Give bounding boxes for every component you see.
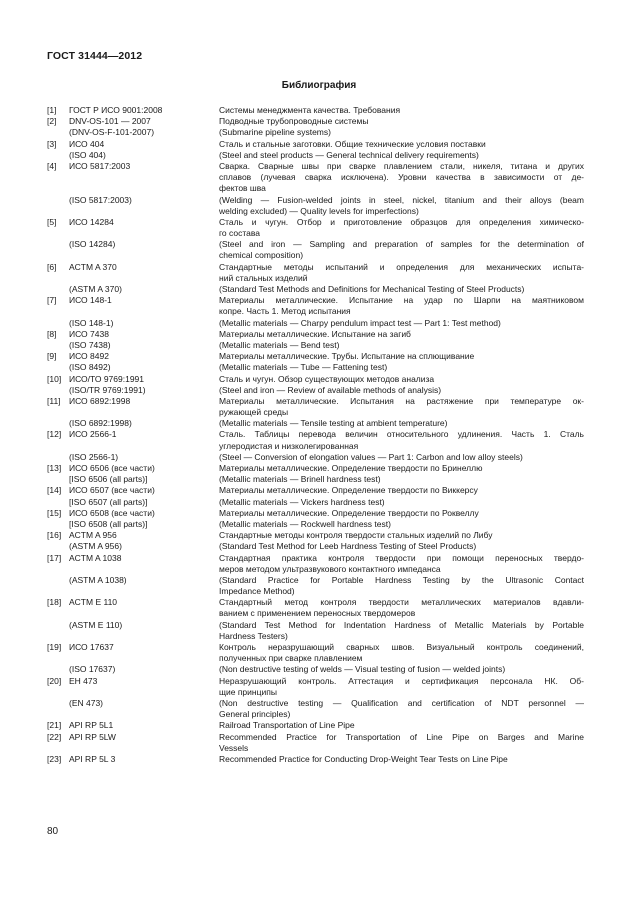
entry-number: [3] [47,138,57,149]
entry-reference: (ASTM E 110) [69,619,123,630]
entry-description: Стандартные методы испытаний и определения для механических испыта- [219,261,584,272]
entry-description: (Welding — Fusion-welded joints in steel, nickel, titanium and their alloys (beam [219,194,584,205]
bibliography-entry [47,530,587,552]
entry-line [47,329,587,340]
entry-description: фектов шва [219,183,266,194]
entry-line [47,732,587,743]
entry-description: сплавов (лучевая сварка исключена). Уровни качества в зависимости от де- [219,172,584,183]
entry-reference: ИСО 17637 [69,642,114,652]
bibliography-entry [47,262,587,296]
entry-number: [4] [47,160,57,171]
entry-line [47,250,587,261]
entry-description: (Submarine pipeline systems) [219,127,331,138]
bibliography-entry [47,139,587,161]
entry-number: [12] [47,429,62,440]
entry-line [47,474,587,485]
entry-line [47,564,587,575]
entry-description: ний стальных изделий [219,272,308,283]
entry-reference: API RP 5L 3 [69,753,116,764]
entry-reference: (ISO 148-1) [69,317,114,328]
entry-line [47,698,587,709]
bibliography-entry [47,351,587,373]
entry-reference: ИСО 6507 (все части) [69,485,155,496]
entry-number: [17] [47,552,62,563]
entry-line [47,385,587,396]
entry-number: [22] [47,731,62,742]
entry-line [47,508,587,519]
entry-line [47,284,587,295]
entry-line [47,127,587,138]
entry-description: Railroad Transportation of Line Pipe [219,720,355,731]
entry-reference: ACTM E 110 [69,597,118,608]
entry-line [47,597,587,608]
entry-reference: (ISO 5817:2003) [69,194,132,205]
entry-description: (Steel and iron — Sampling and preparation of samples for the determination of [219,239,584,250]
entry-reference: ИСО 14284 [69,216,114,227]
entry-reference: (ISO 8492) [69,362,111,373]
entry-number: [11] [47,395,61,406]
entry-description: ванием с применением переносных твердомеров [219,608,416,619]
bibliography-entry [47,116,587,138]
document-header: ГОСТ 31444—2012 [47,50,143,62]
entry-number: [2] [47,116,57,127]
entry-description: полученных при сварке плавлением [219,653,363,664]
entry-line [47,161,587,172]
section-title: Библиография [281,80,357,91]
entry-description: chemical composition) [219,250,304,261]
bibliography-entry [47,463,587,485]
bibliography-entry [47,642,587,676]
entry-line [47,418,587,429]
entry-line [47,720,587,731]
entry-line [47,228,587,239]
entry-line [47,608,587,619]
entry-line [47,642,587,653]
entry-reference: (ASTM A 1038) [69,574,127,585]
entry-number: [7] [47,295,57,306]
entry-line [47,262,587,273]
entry-reference: ГОСТ Р ИСО 9001:2008 [69,105,163,115]
entry-line [47,362,587,373]
bibliography-entry [47,374,587,396]
entry-line [47,217,587,228]
entry-line [47,429,587,440]
entry-description: (Metallic materials — Charpy pendulum impact test — Part 1: Test method) [219,317,501,328]
entry-line [47,653,587,664]
entry-reference: EH 473 [69,675,98,686]
entry-description: (Standard Test Methods and Definitions for Mechanical Testing of Steel Products) [219,284,525,294]
entry-description: (Metallic materials — Rockwell hardness test) [219,518,391,529]
entry-reference: ИСО 6508 (все части) [69,507,155,518]
entry-number: [10] [47,373,62,384]
entry-description: Материалы металлические. Трубы. Испытание на сплющивание [219,351,475,362]
entry-description: General principles) [219,709,291,720]
entry-line [47,530,587,541]
entry-number: [13] [47,463,62,473]
entry-line [47,116,587,127]
bibliography-entry [47,676,587,721]
bibliography-entry [47,508,587,530]
entry-line [47,575,587,586]
entry-reference: [ISO 6508 (all parts)] [69,518,148,529]
entry-reference: ИСО 6892:1998 [69,395,131,406]
entry-description: (Metallic materials — Tensile testing at ambient temperature) [219,418,448,429]
entry-line [47,452,587,463]
entry-line [47,441,587,452]
entry-line [47,374,587,385]
entry-line [47,586,587,597]
entry-reference: ИСО/ТО 9769:1991 [69,373,144,384]
entry-reference: (ISO 2566-1) [69,451,119,462]
entry-number: [9] [47,351,57,362]
entry-line [47,295,587,306]
entry-number: [16] [47,530,62,541]
entry-description: ружающей среды [219,407,289,418]
bibliography-list [47,105,587,765]
entry-reference: (ISO 17637) [69,664,116,675]
entry-description: Сталь и чугун. Обзор существующих методов анализа [219,373,435,384]
entry-reference: API RP 5LW [69,731,116,742]
entry-description: (Metallic materials — Brinell hardness test) [219,474,381,485]
entry-reference: (ISO/TR 9769:1991) [69,384,146,395]
entry-description: Vessels [219,742,249,753]
entry-reference: (ISO 404) [69,149,106,160]
entry-line [47,351,587,362]
entry-description: Hardness Testers) [219,630,288,641]
entry-line [47,676,587,687]
entry-description: (Metallic materials — Vickers hardness test) [219,496,385,507]
entry-description: (Steel and steel products — General technical delivery requirements) [219,149,479,160]
entry-line [47,407,587,418]
entry-reference: ИСО 5817:2003 [69,160,131,171]
bibliography-entry [47,732,587,754]
entry-line [47,172,587,183]
entry-number: [19] [47,642,62,652]
bibliography-entry [47,720,587,731]
entry-reference: ACTM A 1038 [69,552,122,563]
entry-number: [18] [47,597,62,608]
entry-description: Подводные трубопроводные системы [219,116,369,127]
entry-description: Материалы металлические. Определение твердости по Виккерсу [219,485,478,496]
entry-description: (Standard Test Method for Indentation Hardness of Metallic Materials by Portable [219,619,584,630]
bibliography-entry [47,553,587,598]
entry-line [47,754,587,765]
entry-description: (Standard Practice for Portable Hardness Testing by the Ultrasonic Contact [219,574,584,585]
entry-description: меров методом ультразвукового контактного импеданса [219,563,441,574]
entry-reference: DNV-OS-101 — 2007 [69,116,151,127]
entry-number: [15] [47,507,62,518]
entry-number: [21] [47,720,62,731]
entry-line [47,553,587,564]
entry-description: Recommended Practice for Conducting Drop-Weight Tear Tests on Line Pipe [219,753,508,764]
entry-description: Стандартная практика контроля твердости при помощи переносных твердо- [219,552,584,563]
entry-description: Стандартный метод контроля твердости металлических материалов вдавли- [219,597,584,608]
entry-line [47,306,587,317]
entry-description: Сталь и стальные заготовки. Общие технические условия поставки [219,138,486,149]
bibliography-entry [47,161,587,217]
bibliography-entry [47,217,587,262]
entry-reference: (ASTM A 956) [69,541,122,552]
entry-number: [14] [47,485,62,496]
entry-description: углеродистая и низколегированная [219,440,359,451]
entry-line [47,195,587,206]
entry-line [47,743,587,754]
entry-description: (Steel and iron — Review of available methods of analysis) [219,384,442,395]
entry-number: [23] [47,753,62,764]
entry-description: Материалы металлические. Испытание на удар по Шарпи на маятниковом [219,295,584,306]
entry-description: Recommended Practice for Transportation of Line Pipe on Barges and Marine [219,731,584,742]
entry-description: welding excluded) — Quality levels for imperfections) [219,205,419,216]
entry-line [47,396,587,407]
entry-description: (Non destructive testing — Qualification and certification of NDT personnel — [219,697,584,708]
entry-reference: (ISO 6892:1998) [69,418,132,429]
entry-reference: [ISO 6506 (all parts)] [69,474,148,485]
entry-description: Системы менеджмента качества. Требования [219,105,401,115]
entry-reference: API RP 5L1 [69,720,114,731]
entry-line [47,183,587,194]
entry-description: Контроль неразрушающий сварных швов. Визуальный контроль соединений, [219,642,584,652]
entry-description: Материалы металлические. Определение твердости по Бринеллю [219,463,483,473]
bibliography-entry [47,597,587,642]
entry-description: Стандартные методы контроля твердости стальных изделий по Либу [219,530,493,541]
entry-description: го состава [219,228,260,239]
entry-line [47,519,587,530]
entry-description: (Metallic materials — Tube — Fattening test) [219,362,388,373]
bibliography-entry [47,754,587,765]
entry-description: Материалы металлические. Определение твердости по Роквеллу [219,507,479,518]
entry-line [47,631,587,642]
entry-reference: ИСО 8492 [69,351,109,362]
bibliography-entry [47,105,587,116]
entry-line [47,150,587,161]
bibliography-entry [47,329,587,351]
entry-description: Материалы металлические. Испытание на загиб [219,328,411,339]
entry-reference: ACTM A 370 [69,261,117,272]
entry-reference: ИСО 2566-1 [69,429,117,440]
entry-description: (Metallic materials — Bend test) [219,339,340,350]
entry-reference: ИСО 7438 [69,328,109,339]
entry-line [47,497,587,508]
entry-description: (Steel — Conversion of elongation values — Part 1: Carbon and low alloy steels) [219,451,523,462]
bibliography-entry [47,485,587,507]
entry-reference: ИСО 404 [69,138,105,149]
bibliography-entry [47,295,587,329]
entry-description: Сталь. Таблицы перевода величин относительного удлинения. Часть 1. Сталь [219,429,584,440]
entry-line [47,485,587,496]
entry-line [47,273,587,284]
entry-reference: ИСО 6506 (все части) [69,463,155,473]
entry-line [47,664,587,675]
entry-description: Материалы металлические. Испытания на растяжение при температуре ок- [219,395,584,406]
entry-description: щие принципы [219,686,277,697]
entry-line [47,206,587,217]
entry-description: (Standard Test Method for Leeb Hardness Testing of Steel Products) [219,541,477,552]
entry-line [47,318,587,329]
entry-description: Impedance Method) [219,586,295,597]
entry-description: Неразрушающий контроль. Аттестация и сертификация персонала НК. Об- [219,675,584,686]
entry-line [47,687,587,698]
entry-line [47,239,587,250]
entry-number: [20] [47,675,62,686]
bibliography-entry [47,396,587,430]
entry-number: [1] [47,105,57,115]
page-number: 80 [47,826,59,837]
entry-line [47,139,587,150]
entry-line [47,463,587,474]
entry-number: [8] [47,328,57,339]
entry-line [47,541,587,552]
bibliography-entry [47,429,587,463]
entry-reference: ACTM A 956 [69,530,117,541]
entry-description: Сталь и чугун. Отбор и приготовление образцов для определения химическо- [219,216,584,227]
entry-reference: (ISO 7438) [69,339,111,350]
entry-description: Сварка. Сварные швы при сварке плавлением стали, никеля, титана и других [219,160,584,171]
entry-reference: [ISO 6507 (all parts)] [69,496,148,507]
entry-line [47,709,587,720]
entry-line [47,620,587,631]
entry-reference: ИСО 148-1 [69,295,112,306]
entry-reference: (EN 473) [69,697,104,708]
entry-description: копре. Часть 1. Метод испытания [219,306,351,317]
entry-number: [5] [47,216,57,227]
entry-reference: (ASTM A 370) [69,284,122,294]
entry-description: (Non destructive testing of welds — Visual testing of fusion — welded joints) [219,664,506,675]
entry-number: [6] [47,261,57,272]
entry-reference: (DNV-OS-F-101-2007) [69,127,155,138]
entry-line [47,340,587,351]
entry-line [47,105,587,116]
entry-reference: (ISO 14284) [69,239,116,250]
